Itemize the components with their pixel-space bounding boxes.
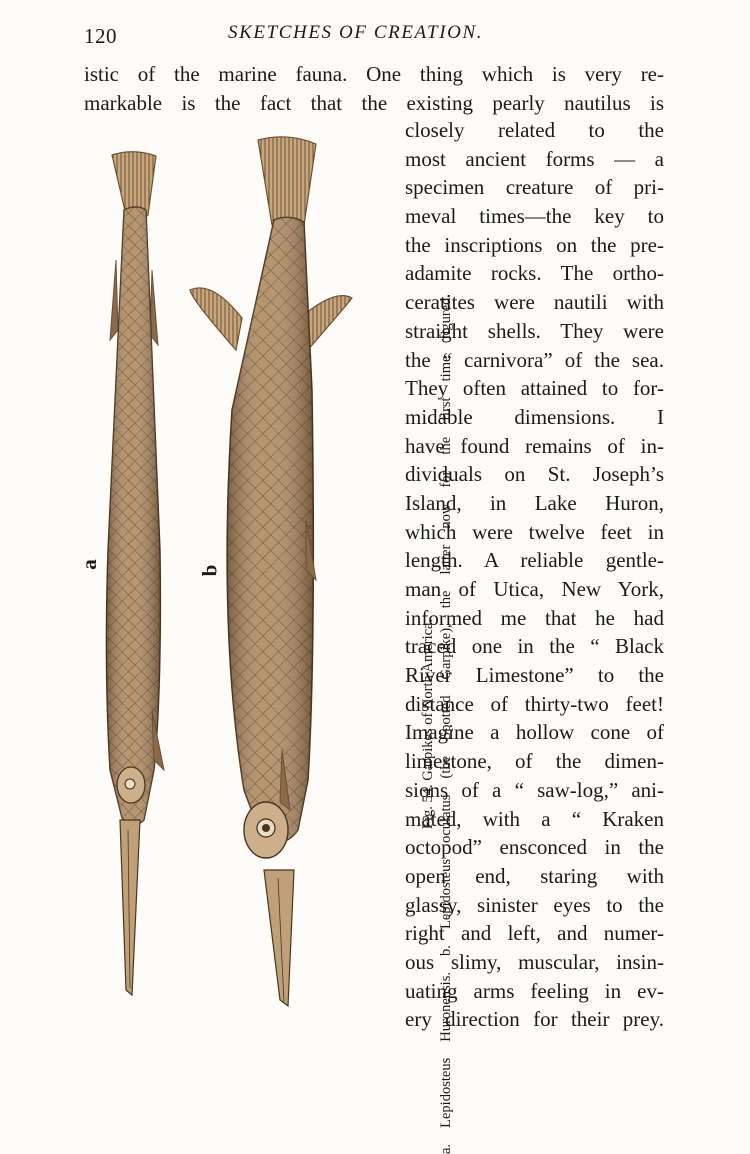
column-line: River Limestone” to the — [405, 663, 664, 688]
running-title: SKETCHES OF CREATION. — [228, 22, 484, 43]
column-line: closely related to the — [405, 118, 664, 142]
column-line: midable dimensions. I — [405, 404, 664, 429]
text-line-2: markable is the fact that the existing pearly nautilus is — [84, 91, 664, 115]
column-line: dividuals on St. Joseph’s — [405, 462, 664, 487]
label-a: a — [76, 559, 101, 570]
column-line: the inscriptions on the pre- — [405, 232, 664, 257]
column-line: Imagine a hollow cone of — [405, 720, 664, 745]
page-number: 120 — [84, 24, 117, 48]
column-line: have found remains of in- — [405, 433, 664, 458]
column-line: ery direction for their prey. — [405, 1007, 664, 1032]
label-b: b — [197, 564, 222, 577]
column-line: ous slimy, muscular, insin- — [405, 949, 664, 974]
column-line: Island, in Lake Huron, — [405, 490, 664, 515]
column-line: sions of a “ saw-log,” ani- — [405, 777, 664, 802]
column-line: specimen creature of pri- — [405, 175, 664, 200]
text-line-1: istic of the marine fauna. One thing which is very re- — [84, 62, 664, 86]
column-line: length. A reliable gentle- — [405, 548, 664, 573]
column-line: straight shells. They were — [405, 318, 664, 343]
column-line: man of Utica, New York, — [405, 577, 664, 601]
caption-text: a. Lepidosteus Huronensis. b. Lepidosteus oculatus (the Spotted Garpike), the latter now for the first time figured. — [438, 294, 454, 1154]
column-line: informed me that he had — [405, 605, 664, 630]
column-line: traced one in the “ Black — [405, 634, 664, 659]
column-line: adamite rocks. The ortho- — [405, 261, 664, 286]
column-line: meval times—the key to — [405, 204, 664, 229]
column-line: distance of thirty-two feet! — [405, 691, 664, 716]
garpike-illustration — [84, 130, 384, 1030]
column-line: right and left, and numer- — [405, 921, 664, 946]
garpike-figure — [76, 130, 454, 1154]
column-line: They often attained to for- — [405, 376, 664, 401]
column-line: most ancient forms — a — [405, 146, 664, 171]
column-line: uating arms feeling in ev- — [405, 978, 664, 1003]
column-line: open end, staring with — [405, 863, 664, 888]
column-line: the “ carnivora” of the sea. — [405, 347, 664, 372]
column-line: mated, with a “ Kraken — [405, 806, 664, 831]
column-line: ceratites were nautili with — [405, 290, 664, 315]
column-line: limestone, of the dimen- — [405, 749, 664, 774]
fish-a-drawing — [106, 152, 164, 995]
column-line: octopod” ensconced in the — [405, 835, 664, 860]
caption-title: Fig. 54. Garpikes of North America. — [420, 618, 436, 830]
column-line: which were twelve feet in — [405, 519, 664, 544]
text-column — [405, 116, 664, 1034]
column-line: glassy, sinister eyes to the — [405, 892, 664, 917]
